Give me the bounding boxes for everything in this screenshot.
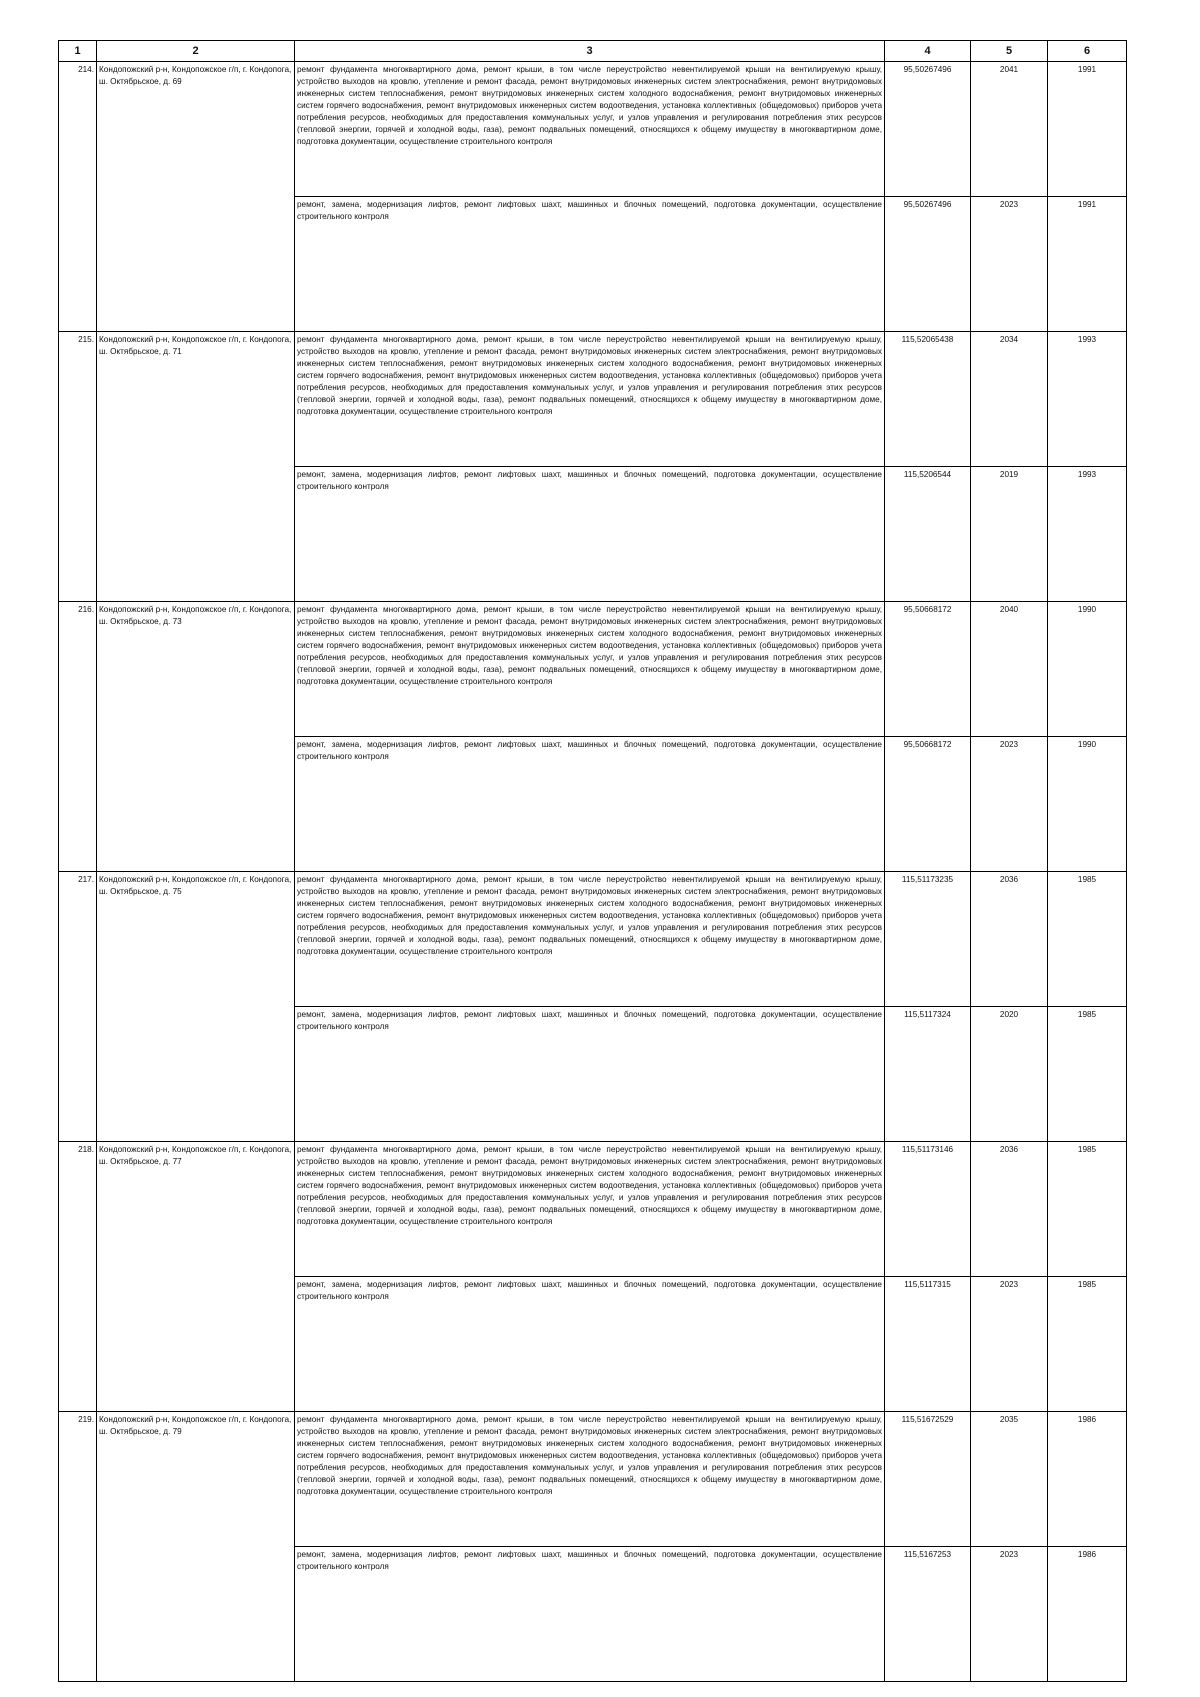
build-year: 1986 (1048, 1547, 1127, 1682)
table-header (59, 41, 1127, 62)
table-row (59, 602, 1127, 737)
planned-year: 2023 (971, 1277, 1048, 1412)
work-cost: 115,51672529 (885, 1412, 971, 1547)
planned-year: 2019 (971, 467, 1048, 602)
work-cost: 115,51173146 (885, 1142, 971, 1277)
row-number: 218. (59, 1142, 97, 1412)
building-address: Кондопожский р-н, Кондопожское г/п, г. Кондопога, ш. Октябрьское, д. 69 (97, 62, 295, 332)
row-number: 217. (59, 872, 97, 1142)
table-row (59, 872, 1127, 1007)
column-header-3: 3 (295, 41, 885, 62)
work-description: ремонт фундамента многоквартирного дома, ремонт крыши, в том числе переустройство невентилируемой крыши на вентилируемую крышу, устройство выходов на кровлю, утепление и ремонт фасада, ремонт внутридомовых инженерных систем электроснабжения, ремонт внутридомовых инженерных систем теплоснабжения, ремонт внутридомовых инженерных систем холодного водоснабжения, ремонт внутридомовых инженерных систем горячего водоснабжения, ремонт внутридомовых инженерных систем водоотведения, установка коллективных (общедомовых) приборов учета потребления ресурсов, необходимых для предоставления коммунальных услуг, и узлов управления и регулирования потребления этих ресурсов (тепловой энергии, горячей и холодной воды, газа), ремонт подвальных помещений, относящихся к общему имуществу в многоквартирном доме, подготовка документации, осуществление строительного контроля (295, 1142, 885, 1277)
building-address: Кондопожский р-н, Кондопожское г/п, г. Кондопога, ш. Октябрьское, д. 79 (97, 1412, 295, 1682)
repair-program-table (58, 40, 1127, 1682)
planned-year: 2023 (971, 1547, 1048, 1682)
work-description: ремонт фундамента многоквартирного дома, ремонт крыши, в том числе переустройство невентилируемой крыши на вентилируемую крышу, устройство выходов на кровлю, утепление и ремонт фасада, ремонт внутридомовых инженерных систем электроснабжения, ремонт внутридомовых инженерных систем теплоснабжения, ремонт внутридомовых инженерных систем холодного водоснабжения, ремонт внутридомовых инженерных систем горячего водоснабжения, ремонт внутридомовых инженерных систем водоотведения, установка коллективных (общедомовых) приборов учета потребления ресурсов, необходимых для предоставления коммунальных услуг, и узлов управления и регулирования потребления этих ресурсов (тепловой энергии, горячей и холодной воды, газа), ремонт подвальных помещений, относящихся к общему имуществу в многоквартирном доме, подготовка документации, осуществление строительного контроля (295, 332, 885, 467)
build-year: 1985 (1048, 1007, 1127, 1142)
work-cost: 115,5167253 (885, 1547, 971, 1682)
row-number: 219. (59, 1412, 97, 1682)
row-number: 216. (59, 602, 97, 872)
work-description: ремонт, замена, модернизация лифтов, ремонт лифтовых шахт, машинных и блочных помещений, подготовка документации, осуществление строительного контроля (295, 197, 885, 332)
building-address: Кондопожский р-н, Кондопожское г/п, г. Кондопога, ш. Октябрьское, д. 77 (97, 1142, 295, 1412)
building-address: Кондопожский р-н, Кондопожское г/п, г. Кондопога, ш. Октябрьское, д. 75 (97, 872, 295, 1142)
planned-year: 2040 (971, 602, 1048, 737)
building-address: Кондопожский р-н, Кондопожское г/п, г. Кондопога, ш. Октябрьское, д. 71 (97, 332, 295, 602)
build-year: 1985 (1048, 872, 1127, 1007)
build-year: 1985 (1048, 1142, 1127, 1277)
build-year: 1991 (1048, 62, 1127, 197)
planned-year: 2041 (971, 62, 1048, 197)
planned-year: 2023 (971, 197, 1048, 332)
planned-year: 2023 (971, 737, 1048, 872)
planned-year: 2036 (971, 1142, 1048, 1277)
building-address: Кондопожский р-н, Кондопожское г/п, г. Кондопога, ш. Октябрьское, д. 73 (97, 602, 295, 872)
table-row (59, 1142, 1127, 1277)
column-header-5: 5 (971, 41, 1048, 62)
row-number: 215. (59, 332, 97, 602)
work-description: ремонт, замена, модернизация лифтов, ремонт лифтовых шахт, машинных и блочных помещений, подготовка документации, осуществление строительного контроля (295, 1007, 885, 1142)
table-row (59, 1412, 1127, 1547)
table-row (59, 62, 1127, 197)
planned-year: 2020 (971, 1007, 1048, 1142)
planned-year: 2034 (971, 332, 1048, 467)
build-year: 1993 (1048, 332, 1127, 467)
row-number: 214. (59, 62, 97, 332)
work-cost: 115,51173235 (885, 872, 971, 1007)
work-description: ремонт, замена, модернизация лифтов, ремонт лифтовых шахт, машинных и блочных помещений, подготовка документации, осуществление строительного контроля (295, 737, 885, 872)
work-cost: 115,5206544 (885, 467, 971, 602)
work-cost: 115,5117315 (885, 1277, 971, 1412)
work-description: ремонт фундамента многоквартирного дома, ремонт крыши, в том числе переустройство невентилируемой крыши на вентилируемую крышу, устройство выходов на кровлю, утепление и ремонт фасада, ремонт внутридомовых инженерных систем электроснабжения, ремонт внутридомовых инженерных систем теплоснабжения, ремонт внутридомовых инженерных систем холодного водоснабжения, ремонт внутридомовых инженерных систем горячего водоснабжения, ремонт внутридомовых инженерных систем водоотведения, установка коллективных (общедомовых) приборов учета потребления ресурсов, необходимых для предоставления коммунальных услуг, и узлов управления и регулирования потребления этих ресурсов (тепловой энергии, горячей и холодной воды, газа), ремонт подвальных помещений, относящихся к общему имуществу в многоквартирном доме, подготовка документации, осуществление строительного контроля (295, 1412, 885, 1547)
work-description: ремонт, замена, модернизация лифтов, ремонт лифтовых шахт, машинных и блочных помещений, подготовка документации, осуществление строительного контроля (295, 467, 885, 602)
work-description: ремонт фундамента многоквартирного дома, ремонт крыши, в том числе переустройство невентилируемой крыши на вентилируемую крышу, устройство выходов на кровлю, утепление и ремонт фасада, ремонт внутридомовых инженерных систем электроснабжения, ремонт внутридомовых инженерных систем теплоснабжения, ремонт внутридомовых инженерных систем холодного водоснабжения, ремонт внутридомовых инженерных систем горячего водоснабжения, ремонт внутридомовых инженерных систем водоотведения, установка коллективных (общедомовых) приборов учета потребления ресурсов, необходимых для предоставления коммунальных услуг, и узлов управления и регулирования потребления этих ресурсов (тепловой энергии, горячей и холодной воды, газа), ремонт подвальных помещений, относящихся к общему имуществу в многоквартирном доме, подготовка документации, осуществление строительного контроля (295, 872, 885, 1007)
work-description: ремонт фундамента многоквартирного дома, ремонт крыши, в том числе переустройство невентилируемой крыши на вентилируемую крышу, устройство выходов на кровлю, утепление и ремонт фасада, ремонт внутридомовых инженерных систем электроснабжения, ремонт внутридомовых инженерных систем теплоснабжения, ремонт внутридомовых инженерных систем холодного водоснабжения, ремонт внутридомовых инженерных систем горячего водоснабжения, ремонт внутридомовых инженерных систем водоотведения, установка коллективных (общедомовых) приборов учета потребления ресурсов, необходимых для предоставления коммунальных услуг, и узлов управления и регулирования потребления этих ресурсов (тепловой энергии, горячей и холодной воды, газа), ремонт подвальных помещений, относящихся к общему имуществу в многоквартирном доме, подготовка документации, осуществление строительного контроля (295, 602, 885, 737)
column-header-1: 1 (59, 41, 97, 62)
column-header-6: 6 (1048, 41, 1127, 62)
build-year: 1990 (1048, 737, 1127, 872)
build-year: 1986 (1048, 1412, 1127, 1547)
work-cost: 115,5117324 (885, 1007, 971, 1142)
work-cost: 95,50668172 (885, 737, 971, 872)
work-cost: 95,50267496 (885, 197, 971, 332)
build-year: 1990 (1048, 602, 1127, 737)
build-year: 1991 (1048, 197, 1127, 332)
work-cost: 95,50668172 (885, 602, 971, 737)
work-cost: 115,52065438 (885, 332, 971, 467)
planned-year: 2036 (971, 872, 1048, 1007)
work-cost: 95,50267496 (885, 62, 971, 197)
column-header-4: 4 (885, 41, 971, 62)
column-header-2: 2 (97, 41, 295, 62)
build-year: 1985 (1048, 1277, 1127, 1412)
table-row (59, 332, 1127, 467)
build-year: 1993 (1048, 467, 1127, 602)
work-description: ремонт, замена, модернизация лифтов, ремонт лифтовых шахт, машинных и блочных помещений, подготовка документации, осуществление строительного контроля (295, 1277, 885, 1412)
planned-year: 2035 (971, 1412, 1048, 1547)
work-description: ремонт, замена, модернизация лифтов, ремонт лифтовых шахт, машинных и блочных помещений, подготовка документации, осуществление строительного контроля (295, 1547, 885, 1682)
work-description: ремонт фундамента многоквартирного дома, ремонт крыши, в том числе переустройство невентилируемой крыши на вентилируемую крышу, устройство выходов на кровлю, утепление и ремонт фасада, ремонт внутридомовых инженерных систем электроснабжения, ремонт внутридомовых инженерных систем теплоснабжения, ремонт внутридомовых инженерных систем холодного водоснабжения, ремонт внутридомовых инженерных систем горячего водоснабжения, ремонт внутридомовых инженерных систем водоотведения, установка коллективных (общедомовых) приборов учета потребления ресурсов, необходимых для предоставления коммунальных услуг, и узлов управления и регулирования потребления этих ресурсов (тепловой энергии, горячей и холодной воды, газа), ремонт подвальных помещений, относящихся к общему имуществу в многоквартирном доме, подготовка документации, осуществление строительного контроля (295, 62, 885, 197)
table-body (59, 62, 1127, 1682)
